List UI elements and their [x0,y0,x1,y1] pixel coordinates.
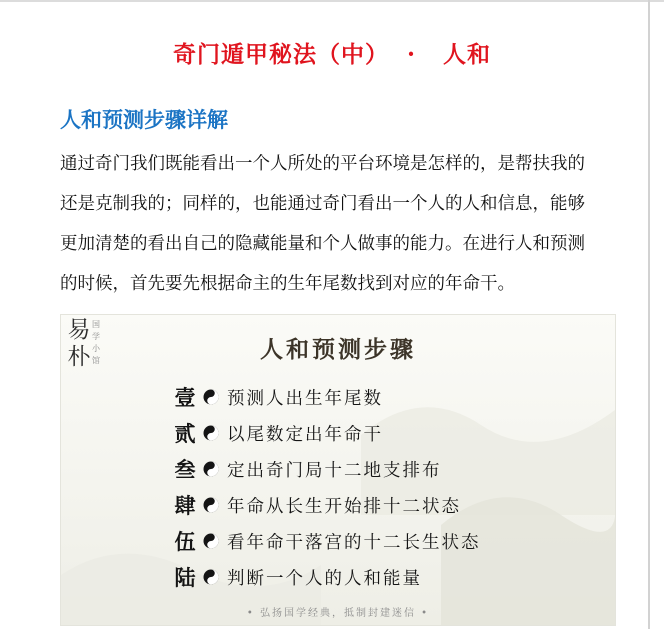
step-text: 以尾数定出年命干 [227,424,383,445]
step-item [171,487,481,523]
paragraph-line: 还是克制我的；同样的，也能通过奇门看出一个人的人和信息，能够 [60,194,585,214]
yin-yang-icon [203,569,219,585]
step-number: 叁 [174,457,196,482]
yin-yang-icon [203,533,219,549]
yin-yang-icon [203,425,219,441]
paragraph-line: 的时候，首先要先根据命主的生年尾数找到对应的年命干。 [60,274,515,294]
step-number: 伍 [174,529,196,554]
brand-logo: 易朴 [67,317,91,370]
step-number: 陆 [174,565,196,590]
banner-footer: • 弘扬国学经典，抵制封建迷信 • [246,608,430,619]
right-border [648,0,650,629]
step-item [171,523,481,559]
steps-banner-image [60,314,616,626]
yin-yang-icon [203,461,219,477]
step-item [171,379,481,415]
paragraph-line: 通过奇门我们既能看出一个人所处的平台环境是怎样的，是帮扶我的 [60,154,585,174]
banner-title: 人和预测步骤 [260,336,416,363]
step-text: 定出奇门局十二地支排布 [227,460,442,481]
step-number: 肆 [174,493,196,518]
steps-list [171,379,481,595]
section-heading: 人和预测步骤详解 [60,107,228,132]
step-text: 年命从长生开始排十二状态 [227,496,461,517]
yin-yang-icon [203,389,219,405]
brand-tagline: 国学小馆 [92,320,100,365]
step-number: 壹 [174,385,196,410]
step-text: 判断一个人的人和能量 [227,568,422,589]
step-text: 预测人出生年尾数 [227,388,383,409]
page-title: 奇门遁甲秘法（中） · 人和 [172,41,492,68]
step-item [171,415,481,451]
step-item [171,559,481,595]
intro-paragraph [60,144,624,304]
step-number: 贰 [174,421,196,446]
yin-yang-icon [203,497,219,513]
step-text: 看年命干落宫的十二长生状态 [227,532,481,553]
top-border [0,0,664,2]
paragraph-line: 更加清楚的看出自己的隐藏能量和个人做事的能力。在进行人和预测 [60,234,585,254]
step-item [171,451,481,487]
